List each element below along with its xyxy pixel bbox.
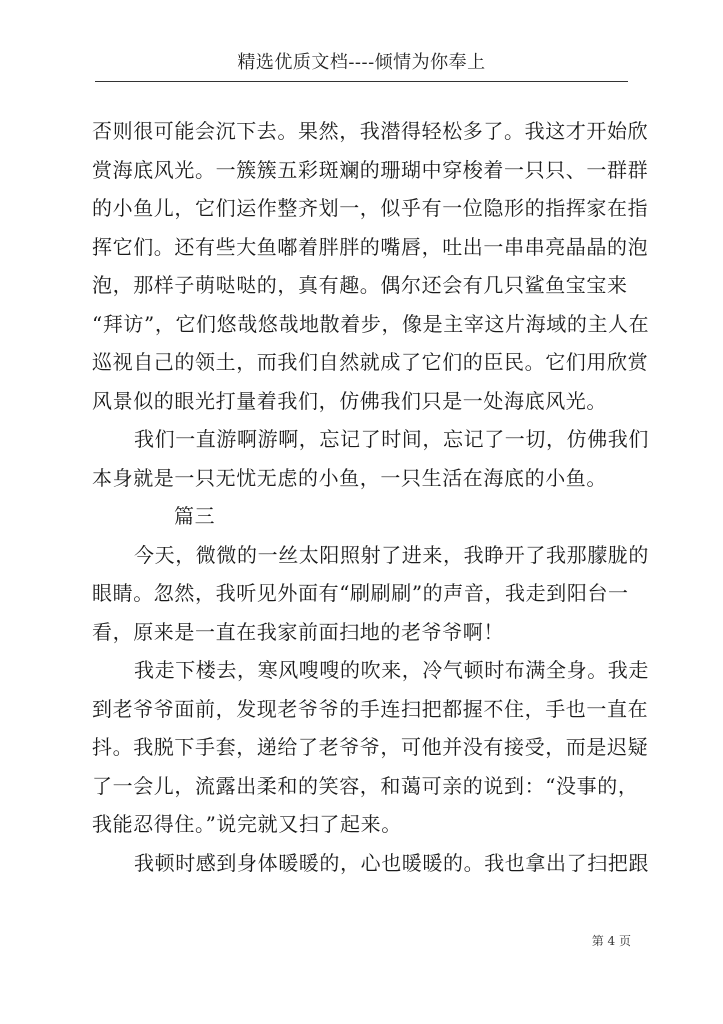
page-header-title: 精选优质文档----倾情为你奉上	[237, 52, 486, 73]
text-line: 了一会儿，流露出柔和的笑容，和蔼可亲的说到：“没事的，	[92, 773, 639, 798]
text-line: 巡视自己的领土，而我们自然就成了它们的臣民。它们用欣赏	[92, 350, 649, 374]
text-line: 挥它们。还有些大鱼嘟着胖胖的嘴唇，吐出一串串亮晶晶的泡	[92, 234, 649, 259]
text-line: “拜访”，它们悠哉悠哉地散着步，像是主宰这片海域的主人在	[92, 311, 650, 336]
text-line: 的小鱼儿，它们运作整齐划一，似乎有一位隐形的指挥家在指	[92, 196, 649, 220]
text-line: 到老爷爷面前，发现老爷爷的手连扫把都握不住，手也一直在	[92, 696, 649, 721]
paragraph-start-line: 今天，微微的一丝太阳照射了进来，我睁开了我那朦胧的	[134, 542, 649, 567]
section-heading: 篇三	[174, 504, 216, 528]
text-line: 泡，那样子萌哒哒的，真有趣。偶尔还会有几只鲨鱼宝宝来	[92, 273, 628, 297]
paragraph-start-line: 我走下楼去，寒风嗖嗖的吹来，冷气顿时布满全身。我走	[134, 658, 649, 682]
document-body	[92, 112, 650, 882]
text-line: 抖。我脱下手套，递给了老爷爷，可他并没有接受，而是迟疑	[92, 735, 649, 759]
text-line: 看，原来是一直在我家前面扫地的老爷爷啊！	[92, 619, 504, 644]
paragraph-start-line: 我们一直游啊游啊，忘记了时间，忘记了一切，仿佛我们	[134, 427, 649, 451]
text-line: 赏海底风光。一簇簇五彩斑斓的珊瑚中穿梭着一只只、一群群	[92, 157, 649, 182]
page-number: 第 4 页	[591, 934, 631, 948]
text-line: 否则很可能会沉下去。果然，我潜得轻松多了。我这才开始欣	[92, 119, 649, 143]
paragraph-start-line: 我顿时感到身体暖暖的，心也暖暖的。我也拿出了扫把跟	[134, 850, 649, 875]
text-line: 我能忍得住。”说完就又扫了起来。	[92, 812, 402, 836]
text-line: 风景似的眼光打量着我们，仿佛我们只是一处海底风光。	[92, 388, 607, 413]
text-line: 眼睛。忽然，我听见外面有“刷刷刷”的声音，我走到阳台一	[92, 581, 629, 605]
header-divider	[95, 81, 628, 82]
text-line: 本身就是一只无忧无虑的小鱼，一只生活在海底的小鱼。	[92, 465, 607, 490]
